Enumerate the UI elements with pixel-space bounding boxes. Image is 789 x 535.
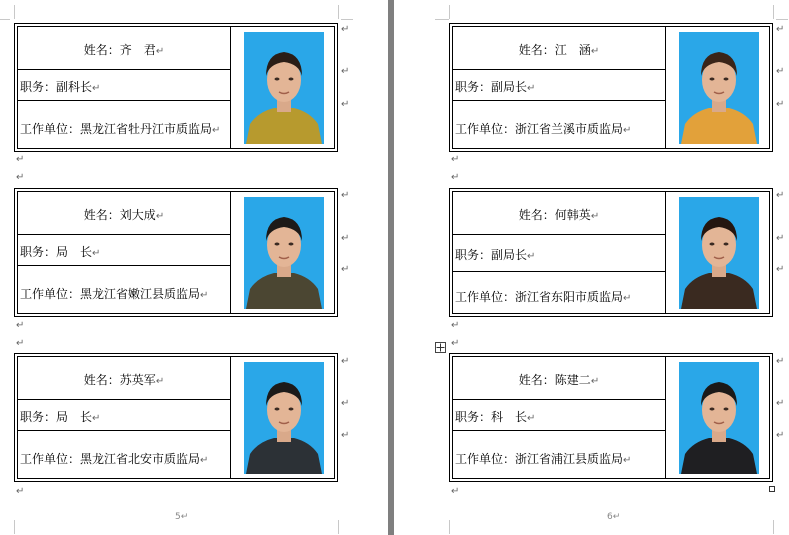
paragraph-mark: ↵ xyxy=(451,486,460,497)
work-unit-cell[interactable] xyxy=(18,431,230,483)
profile-card[interactable] xyxy=(14,353,338,482)
crop-mark xyxy=(338,5,339,19)
position-cell-text xyxy=(20,78,100,95)
crop-mark xyxy=(435,19,449,20)
position-cell[interactable] xyxy=(18,235,230,266)
field-value: 陈建二 xyxy=(554,373,591,387)
work-unit-cell-text xyxy=(20,285,208,302)
position-cell[interactable] xyxy=(453,235,665,272)
crop-mark xyxy=(449,520,450,534)
paragraph-mark: ↵ xyxy=(776,356,785,367)
crop-mark xyxy=(338,520,339,534)
position-cell-text xyxy=(455,246,535,263)
page-number xyxy=(175,512,188,522)
column-divider xyxy=(665,357,666,478)
field-label: 姓名： xyxy=(83,208,120,222)
work-unit-cell[interactable] xyxy=(18,266,230,318)
crop-mark xyxy=(0,19,10,20)
column-divider xyxy=(230,192,231,313)
work-unit-cell[interactable] xyxy=(18,101,230,153)
cell-end-mark: ↵ xyxy=(590,376,600,387)
crop-mark xyxy=(773,5,774,19)
portrait-photo[interactable] xyxy=(679,362,759,474)
cell-end-mark: ↵ xyxy=(155,211,165,222)
paragraph-mark: ↵ xyxy=(776,66,785,77)
paragraph-mark: ↵ xyxy=(16,486,25,497)
paragraph-mark: ↵ xyxy=(776,430,785,441)
field-value: 齐 君 xyxy=(119,43,156,57)
field-label: 职务： xyxy=(455,248,492,262)
field-label: 职务： xyxy=(455,410,492,424)
profile-card[interactable] xyxy=(14,188,338,317)
paragraph-mark: ↵ xyxy=(341,264,350,275)
name-cell-text xyxy=(453,41,665,58)
table-move-icon[interactable] xyxy=(435,342,446,353)
field-label: 姓名： xyxy=(83,43,120,57)
field-value: 江 涵 xyxy=(554,43,591,57)
field-label: 姓名： xyxy=(518,208,555,222)
paragraph-mark: ↵ xyxy=(451,154,460,165)
position-cell-text xyxy=(455,408,535,425)
cell-end-mark: ↵ xyxy=(527,251,536,262)
field-value: 刘大成 xyxy=(119,208,156,222)
paragraph-mark: ↵ xyxy=(341,24,350,35)
cell-end-mark: ↵ xyxy=(623,293,632,304)
portrait-silhouette-icon xyxy=(679,362,759,474)
column-divider xyxy=(665,192,666,313)
page-number-text: 5 xyxy=(175,512,181,522)
paragraph-mark: ↵ xyxy=(451,338,460,349)
name-cell-text xyxy=(18,41,230,58)
page-number xyxy=(607,512,620,522)
field-label: 工作单位： xyxy=(20,287,81,301)
field-label: 工作单位： xyxy=(455,122,516,136)
field-value: 黑龙江省嫩江县质监局 xyxy=(80,287,201,301)
page-divider-bar xyxy=(388,0,394,535)
cell-end-mark: ↵ xyxy=(527,413,536,424)
paragraph-mark: ↵ xyxy=(341,99,350,110)
field-value: 浙江省浦江县质监局 xyxy=(515,452,624,466)
profile-table xyxy=(17,191,335,314)
paragraph-mark: ↵ xyxy=(776,99,785,110)
field-value: 局 长 xyxy=(56,245,93,259)
table-resize-handle[interactable] xyxy=(769,486,775,492)
paragraph-mark: ↵ xyxy=(341,398,350,409)
paragraph-mark: ↵ xyxy=(776,233,785,244)
field-label: 工作单位： xyxy=(455,290,516,304)
profile-card[interactable] xyxy=(14,23,338,152)
paragraph-mark: ↵ xyxy=(180,512,189,522)
cell-end-mark: ↵ xyxy=(155,46,165,57)
paragraph-mark: ↵ xyxy=(776,264,785,275)
paragraph-mark: ↵ xyxy=(16,172,25,183)
work-unit-cell-text xyxy=(20,120,220,137)
cell-end-mark: ↵ xyxy=(92,248,101,259)
crop-mark xyxy=(341,19,353,20)
portrait-photo[interactable] xyxy=(244,362,324,474)
position-cell[interactable] xyxy=(18,400,230,431)
profile-table xyxy=(452,191,770,314)
name-cell-text xyxy=(453,371,665,388)
field-label: 工作单位： xyxy=(20,122,81,136)
paragraph-mark: ↵ xyxy=(341,66,350,77)
paragraph-mark: ↵ xyxy=(341,356,350,367)
name-cell[interactable] xyxy=(18,27,230,70)
crop-mark xyxy=(14,520,15,534)
paragraph-mark: ↵ xyxy=(16,338,25,349)
document-page-left[interactable] xyxy=(0,0,386,535)
cell-end-mark: ↵ xyxy=(200,455,209,466)
page-divider xyxy=(386,0,397,535)
position-cell[interactable] xyxy=(453,400,665,431)
paragraph-mark: ↵ xyxy=(776,398,785,409)
profile-card[interactable] xyxy=(449,188,773,317)
portrait-silhouette-icon xyxy=(679,197,759,309)
name-cell[interactable] xyxy=(18,192,230,235)
field-value: 浙江省兰溪市质监局 xyxy=(515,122,624,136)
paragraph-mark: ↵ xyxy=(776,24,785,35)
work-unit-cell-text xyxy=(455,450,631,467)
column-divider xyxy=(665,27,666,148)
portrait-silhouette-icon xyxy=(244,32,324,144)
cell-end-mark: ↵ xyxy=(623,455,632,466)
field-label: 职务： xyxy=(455,80,492,94)
cell-end-mark: ↵ xyxy=(212,125,221,136)
work-unit-cell[interactable] xyxy=(453,431,665,483)
document-page-right[interactable] xyxy=(397,0,789,535)
paragraph-mark: ↵ xyxy=(16,154,25,165)
portrait-photo[interactable] xyxy=(679,32,759,144)
name-cell[interactable] xyxy=(453,27,665,70)
portrait-photo[interactable] xyxy=(244,32,324,144)
field-label: 职务： xyxy=(20,410,57,424)
portrait-silhouette-icon xyxy=(244,362,324,474)
portrait-silhouette-icon xyxy=(679,32,759,144)
field-label: 工作单位： xyxy=(20,452,81,466)
field-label: 姓名： xyxy=(518,373,555,387)
field-value: 浙江省东阳市质监局 xyxy=(515,290,624,304)
name-cell-text xyxy=(453,206,665,223)
work-unit-cell-text xyxy=(455,288,631,305)
field-label: 职务： xyxy=(20,245,57,259)
field-value: 黑龙江省牡丹江市质监局 xyxy=(80,122,213,136)
cell-end-mark: ↵ xyxy=(92,83,101,94)
portrait-silhouette-icon xyxy=(244,197,324,309)
profile-table xyxy=(452,26,770,149)
name-cell[interactable] xyxy=(453,357,665,400)
name-cell[interactable] xyxy=(453,192,665,235)
profile-table xyxy=(452,356,770,479)
name-cell-text xyxy=(18,206,230,223)
field-value: 苏英军 xyxy=(119,373,156,387)
move-arrows-icon xyxy=(436,343,445,352)
cell-end-mark: ↵ xyxy=(155,376,165,387)
portrait-photo[interactable] xyxy=(679,197,759,309)
field-value: 副局长 xyxy=(491,80,528,94)
name-cell[interactable] xyxy=(18,357,230,400)
field-value: 副局长 xyxy=(491,248,528,262)
field-label: 职务： xyxy=(20,80,57,94)
crop-mark xyxy=(14,5,15,19)
paragraph-mark: ↵ xyxy=(776,190,785,201)
position-cell[interactable] xyxy=(453,70,665,101)
position-cell-text xyxy=(20,243,100,260)
paragraph-mark: ↵ xyxy=(341,190,350,201)
profile-card[interactable] xyxy=(449,23,773,152)
profile-card[interactable] xyxy=(449,353,773,482)
profile-table xyxy=(17,356,335,479)
field-value: 黑龙江省北安市质监局 xyxy=(80,452,201,466)
paragraph-mark: ↵ xyxy=(341,430,350,441)
column-divider xyxy=(230,357,231,478)
field-label: 姓名： xyxy=(83,373,120,387)
paragraph-mark: ↵ xyxy=(16,320,25,331)
position-cell[interactable] xyxy=(18,70,230,101)
field-label: 姓名： xyxy=(518,43,555,57)
field-label: 工作单位： xyxy=(455,452,516,466)
crop-mark xyxy=(773,520,774,534)
portrait-photo[interactable] xyxy=(244,197,324,309)
position-cell-text xyxy=(20,408,100,425)
work-unit-cell-text xyxy=(20,450,208,467)
cell-end-mark: ↵ xyxy=(527,83,536,94)
work-unit-cell[interactable] xyxy=(453,272,665,318)
field-value: 科 长 xyxy=(491,410,528,424)
paragraph-mark: ↵ xyxy=(341,233,350,244)
name-cell-text xyxy=(18,371,230,388)
profile-table xyxy=(17,26,335,149)
paragraph-mark: ↵ xyxy=(451,172,460,183)
page-number-text: 6 xyxy=(607,512,613,522)
cell-end-mark: ↵ xyxy=(200,290,209,301)
crop-mark xyxy=(449,5,450,19)
paragraph-mark: ↵ xyxy=(451,320,460,331)
field-value: 副科长 xyxy=(56,80,93,94)
cell-end-mark: ↵ xyxy=(623,125,632,136)
work-unit-cell-text xyxy=(455,120,631,137)
position-cell-text xyxy=(455,78,535,95)
crop-mark xyxy=(776,19,788,20)
work-unit-cell[interactable] xyxy=(453,101,665,153)
field-value: 局 长 xyxy=(56,410,93,424)
paragraph-mark: ↵ xyxy=(612,512,621,522)
column-divider xyxy=(230,27,231,148)
cell-end-mark: ↵ xyxy=(590,211,600,222)
cell-end-mark: ↵ xyxy=(92,413,101,424)
field-value: 何韩英 xyxy=(554,208,591,222)
cell-end-mark: ↵ xyxy=(590,46,600,57)
